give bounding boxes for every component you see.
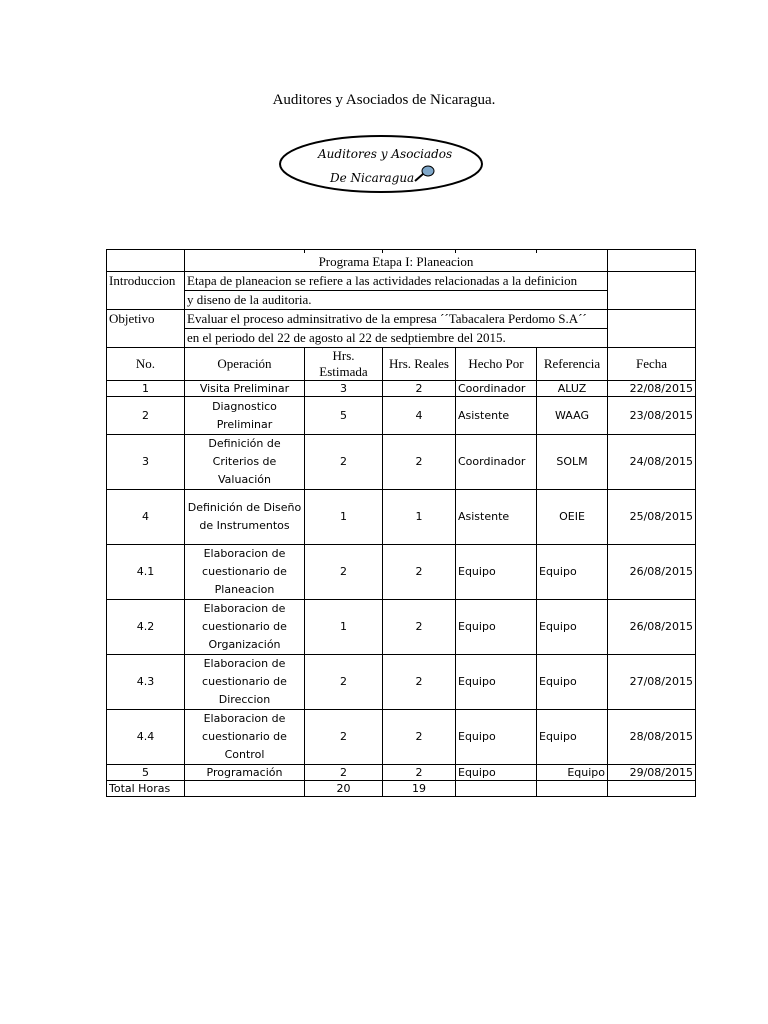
- row-hrs-reales: 2: [383, 765, 456, 781]
- row-hrs-reales: 2: [383, 545, 456, 600]
- table-row: [107, 545, 696, 600]
- header-hrs-reales: Hrs. Reales: [383, 348, 456, 381]
- row-no: 5: [107, 765, 185, 781]
- logo-line-1: Auditores y Asociados: [318, 147, 453, 161]
- row-no: 3: [107, 435, 185, 490]
- total-label: Total Horas: [107, 781, 185, 797]
- program-title-row: [107, 253, 696, 272]
- row-fecha: 23/08/2015: [608, 397, 696, 435]
- company-logo: [278, 134, 484, 194]
- row-hrs-estimada: 2: [305, 545, 383, 600]
- row-fecha: 28/08/2015: [608, 710, 696, 765]
- row-fecha: 27/08/2015: [608, 655, 696, 710]
- row-referencia: Equipo: [537, 765, 608, 781]
- row-no: 4.2: [107, 600, 185, 655]
- row-fecha: 26/08/2015: [608, 545, 696, 600]
- row-operation: Visita Preliminar: [185, 381, 305, 397]
- row-hrs-reales: 1: [383, 490, 456, 545]
- intro-label: Introduccion: [107, 272, 185, 291]
- row-no: 4: [107, 490, 185, 545]
- row-no: 4.4: [107, 710, 185, 765]
- intro-row-1: [107, 272, 696, 291]
- total-hrs-estimada: 20: [305, 781, 383, 797]
- row-fecha: 26/08/2015: [608, 600, 696, 655]
- row-operation: Definición de Criterios de Valuación: [185, 435, 305, 490]
- row-fecha: 25/08/2015: [608, 490, 696, 545]
- header-hrs-estimada: Hrs. Estimada: [305, 348, 383, 381]
- total-row: [107, 781, 696, 797]
- intro-row-2: [107, 291, 696, 310]
- row-hecho-por: Coordinador: [456, 435, 537, 490]
- table-row: [107, 600, 696, 655]
- row-operation: Elaboracion de cuestionario de Planeacion: [185, 545, 305, 600]
- row-referencia: Equipo: [537, 600, 608, 655]
- header-operacion: Operación: [185, 348, 305, 381]
- row-referencia: Equipo: [537, 655, 608, 710]
- header-referencia: Referencia: [537, 348, 608, 381]
- table-row: [107, 435, 696, 490]
- table-row: [107, 490, 696, 545]
- row-no: 1: [107, 381, 185, 397]
- document-title: Auditores y Asociados de Nicaragua.: [272, 92, 496, 108]
- row-operation: Definición de Diseño de Instrumentos: [185, 490, 305, 545]
- row-hrs-reales: 2: [383, 655, 456, 710]
- row-operation: Elaboracion de cuestionario de Control: [185, 710, 305, 765]
- intro-line-1: Etapa de planeacion se refiere a las actividades relacionadas a la definicion: [185, 272, 608, 291]
- key-icon: [415, 166, 434, 181]
- table-row: [107, 655, 696, 710]
- row-referencia: WAAG: [537, 397, 608, 435]
- row-hecho-por: Equipo: [456, 765, 537, 781]
- row-no: 2: [107, 397, 185, 435]
- row-hrs-reales: 2: [383, 600, 456, 655]
- row-hrs-reales: 2: [383, 710, 456, 765]
- row-hrs-estimada: 2: [305, 655, 383, 710]
- row-fecha: 24/08/2015: [608, 435, 696, 490]
- row-referencia: OEIE: [537, 490, 608, 545]
- header-row: [107, 348, 696, 381]
- row-no: 4.3: [107, 655, 185, 710]
- header-fecha: Fecha: [608, 348, 696, 381]
- row-hecho-por: Equipo: [456, 600, 537, 655]
- header-hecho-por: Hecho Por: [456, 348, 537, 381]
- row-referencia: Equipo: [537, 710, 608, 765]
- row-operation: Programación: [185, 765, 305, 781]
- row-operation: Elaboracion de cuestionario de Direccion: [185, 655, 305, 710]
- row-hrs-estimada: 5: [305, 397, 383, 435]
- row-fecha: 29/08/2015: [608, 765, 696, 781]
- table-row: [107, 710, 696, 765]
- objective-row-1: [107, 310, 696, 329]
- row-referencia: ALUZ: [537, 381, 608, 397]
- row-referencia: Equipo: [537, 545, 608, 600]
- program-title: Programa Etapa I: Planeacion: [185, 253, 608, 272]
- intro-line-2: y diseno de la auditoria.: [185, 291, 608, 310]
- objective-line-2: en el periodo del 22 de agosto al 22 de sedptiembre del 2015.: [185, 329, 608, 348]
- total-hrs-reales: 19: [383, 781, 456, 797]
- objective-label: Objetivo: [107, 310, 185, 329]
- objective-line-1: Evaluar el proceso adminsitrativo de la empresa ´´Tabacalera Perdomo S.A´´: [185, 310, 608, 329]
- row-operation: Elaboracion de cuestionario de Organización: [185, 600, 305, 655]
- row-hrs-estimada: 1: [305, 490, 383, 545]
- objective-row-2: [107, 329, 696, 348]
- header-no: No.: [107, 348, 185, 381]
- logo-line-2: De Nicaragua: [330, 171, 415, 185]
- program-table: [106, 249, 696, 797]
- row-hecho-por: Asistente: [456, 397, 537, 435]
- row-hecho-por: Equipo: [456, 710, 537, 765]
- row-hrs-reales: 4: [383, 397, 456, 435]
- row-hrs-estimada: 2: [305, 435, 383, 490]
- row-hecho-por: Coordinador: [456, 381, 537, 397]
- table-row: [107, 765, 696, 781]
- row-hrs-estimada: 3: [305, 381, 383, 397]
- row-hrs-estimada: 1: [305, 600, 383, 655]
- row-hrs-reales: 2: [383, 435, 456, 490]
- row-hrs-estimada: 2: [305, 765, 383, 781]
- row-hrs-estimada: 2: [305, 710, 383, 765]
- row-hecho-por: Equipo: [456, 545, 537, 600]
- row-operation: Diagnostico Preliminar: [185, 397, 305, 435]
- row-fecha: 22/08/2015: [608, 381, 696, 397]
- row-no: 4.1: [107, 545, 185, 600]
- row-referencia: SOLM: [537, 435, 608, 490]
- row-hrs-reales: 2: [383, 381, 456, 397]
- table-row: [107, 381, 696, 397]
- table-row: [107, 397, 696, 435]
- row-hecho-por: Asistente: [456, 490, 537, 545]
- row-hecho-por: Equipo: [456, 655, 537, 710]
